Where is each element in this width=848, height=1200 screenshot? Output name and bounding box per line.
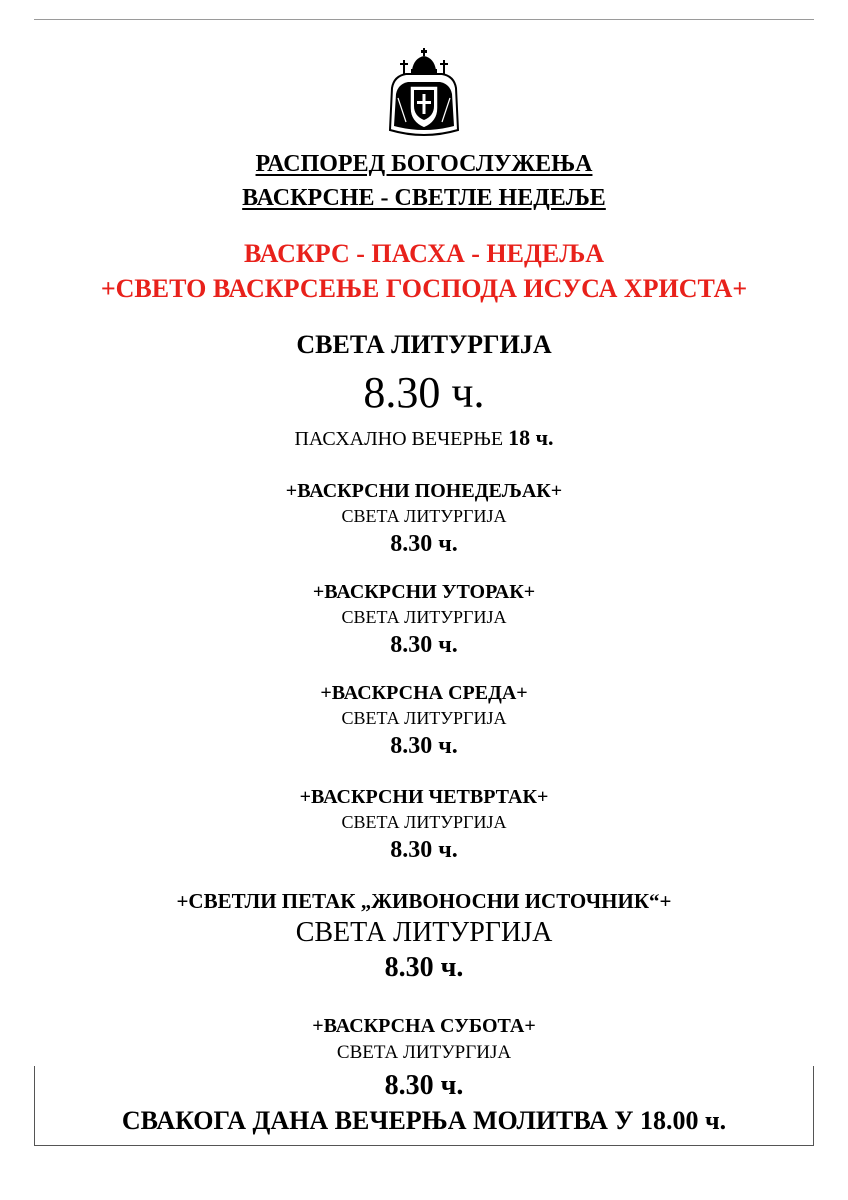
day-time: 8.30 ч. [390, 632, 458, 658]
day-time: 8.30 ч. [384, 1070, 464, 1101]
day-name: +ВАСКРСНА СРЕДА+ [320, 682, 528, 704]
feast-title: ВАСКРС - ПАСХА - НЕДЕЉА [243, 239, 605, 268]
day-service: СВЕТА ЛИТУРГИЈА [336, 1042, 512, 1063]
day-name: +СВЕТЛИ ПЕТАК „ЖИВОНОСНИ ИСТОЧНИК“+ [176, 889, 672, 913]
day-time: 8.30 ч. [390, 837, 458, 863]
feast-time: 8.30 ч. [363, 368, 485, 417]
page-title: РАСПОРЕД БОГОСЛУЖЕЊА [255, 151, 593, 177]
day-time: 8.30 ч. [390, 531, 458, 557]
top-rule [34, 19, 814, 20]
feast-vespers-label: ПАСХАЛНО ВЕЧЕРЊЕ [294, 428, 504, 450]
feast-subtitle: +СВЕТО ВАСКРСЕЊЕ ГОСПОДА ИСУСА ХРИСТА+ [100, 274, 748, 303]
day-name: +ВАСКРСНИ ЧЕТВРТАК+ [299, 786, 549, 808]
church-coat-of-arms-icon [384, 48, 464, 140]
day-service: СВЕТА ЛИТУРГИЈА [341, 812, 507, 832]
day-service: СВЕТА ЛИТУРГИЈА [341, 506, 507, 526]
feast-service: СВЕТА ЛИТУРГИЈА [296, 330, 552, 359]
day-name: +ВАСКРСНИ ПОНЕДЕЉАК+ [285, 480, 563, 502]
footer-note: СВАКОГА ДАНА ВЕЧЕРЊА МОЛИТВА У 18.00 ч. [121, 1106, 727, 1135]
feast-vespers [0, 427, 848, 449]
day-service: СВЕТА ЛИТУРГИЈА [341, 607, 507, 627]
day-service: СВЕТА ЛИТУРГИЈА [295, 917, 553, 948]
day-time: 8.30 ч. [390, 733, 458, 759]
day-service: СВЕТА ЛИТУРГИЈА [341, 708, 507, 728]
page-subtitle: ВАСКРСНЕ - СВЕТЛЕ НЕДЕЉЕ [242, 185, 606, 211]
day-name: +ВАСКРСНА СУБОТА+ [312, 1015, 536, 1037]
day-time: 8.30 ч. [384, 952, 464, 983]
feast-vespers-time: 18 ч. [508, 425, 554, 450]
day-name: +ВАСКРСНИ УТОРАК+ [312, 581, 536, 603]
